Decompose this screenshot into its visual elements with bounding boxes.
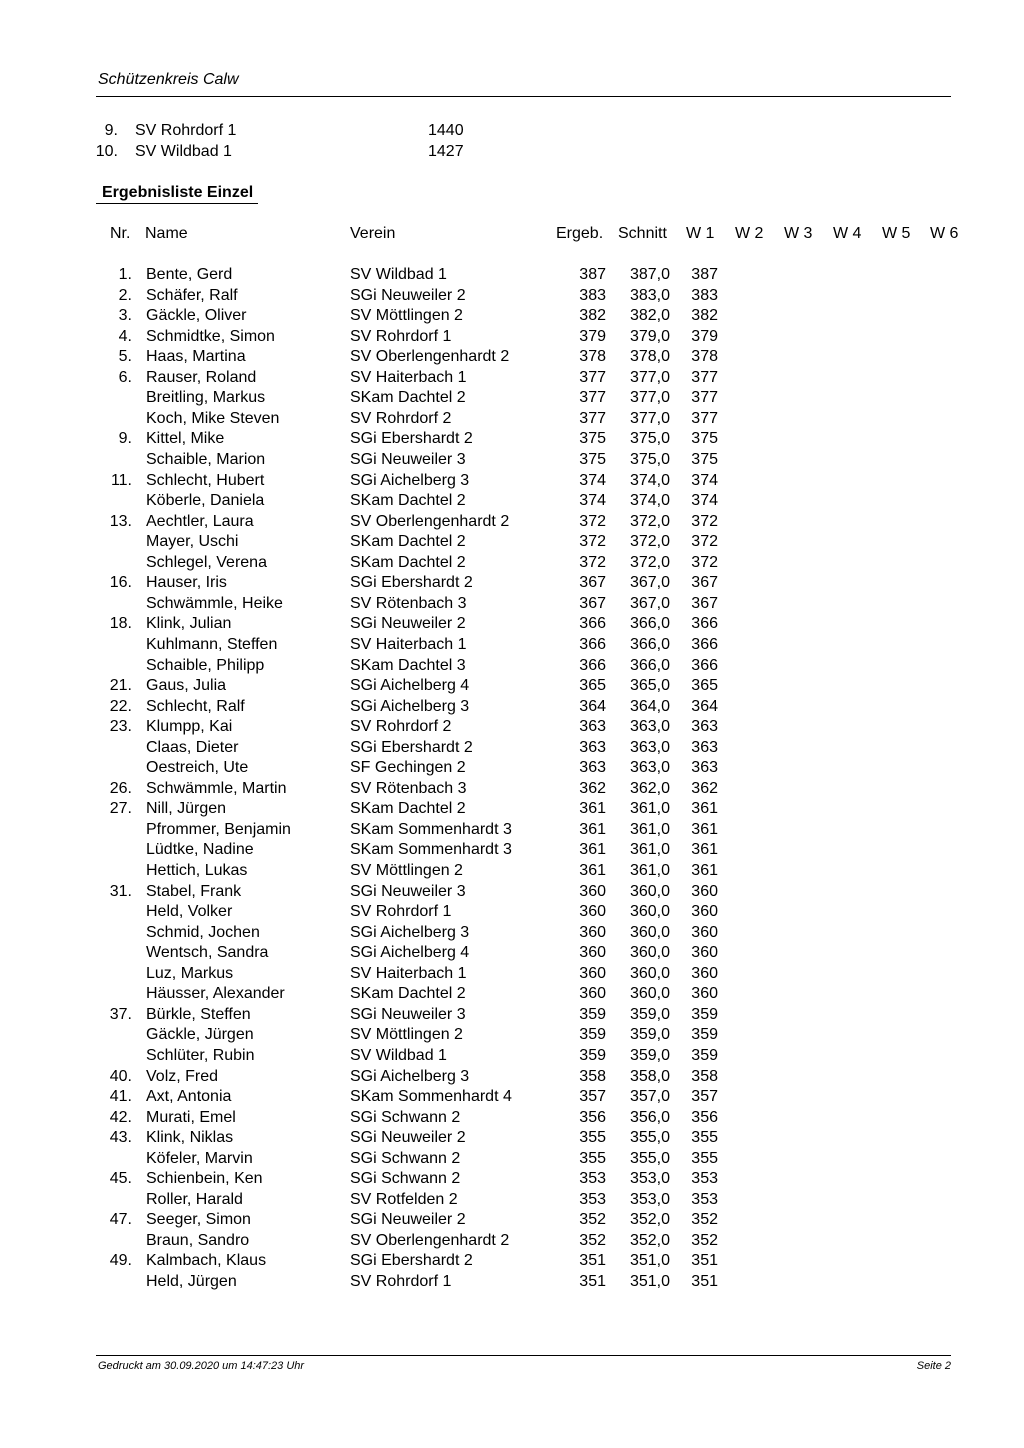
col-header-w4: W 4 (833, 225, 862, 242)
col-header-w1: W 1 (686, 225, 715, 242)
cell-result: 361 (579, 862, 606, 879)
cell-club: SKam Dachtel 2 (350, 533, 466, 551)
cell-w1: 383 (691, 286, 718, 304)
cell-club: SGi Neuweiler 2 (350, 1211, 466, 1229)
cell-result: 359 (579, 1046, 606, 1064)
cell-w1: 361 (691, 820, 718, 838)
cell-average: 378,0 (629, 348, 670, 366)
cell-result: 359 (579, 1026, 606, 1044)
cell-result: 375 (579, 430, 606, 448)
cell-average: 361,0 (629, 820, 670, 838)
cell-average: 359,0 (629, 1026, 670, 1044)
cell-name: Gaus, Julia (146, 677, 227, 694)
cell-rank: 9. (118, 430, 132, 448)
cell-w1: 355 (691, 1129, 718, 1147)
cell-w1: 360 (691, 985, 718, 1003)
cell-name: Mayer, Uschi (146, 533, 239, 551)
cell-name: Schaible, Philipp (146, 656, 265, 674)
cell-average: 361,0 (629, 862, 670, 879)
cell-average: 359,0 (629, 1005, 670, 1023)
col-header-w6: W 6 (930, 225, 959, 242)
cell-name: Seeger, Simon (146, 1211, 251, 1229)
cell-name: Claas, Dieter (146, 738, 239, 756)
cell-result: 361 (579, 841, 606, 859)
cell-club: SV Oberlengenhardt 2 (350, 1231, 510, 1249)
cell-average: 382,0 (629, 307, 670, 325)
cell-rank: 3. (118, 307, 132, 325)
cell-w1: 359 (691, 1026, 718, 1044)
cell-w1: 382 (691, 307, 718, 325)
cell-rank: 45. (109, 1170, 132, 1188)
col-header-w5: W 5 (882, 225, 911, 242)
cell-club: SGi Neuweiler 2 (350, 286, 466, 304)
cell-average: 360,0 (629, 923, 670, 941)
cell-average: 366,0 (629, 635, 670, 653)
cell-w1: 387 (691, 266, 718, 283)
cell-w1: 360 (691, 923, 718, 941)
cell-club: SGi Aichelberg 3 (350, 923, 470, 941)
cell-name: Schienbein, Ken (146, 1170, 263, 1188)
cell-result: 374 (579, 471, 606, 489)
cell-club: SV Rohrdorf 1 (350, 327, 452, 345)
cell-w1: 353 (691, 1170, 718, 1188)
cell-average: 352,0 (629, 1231, 670, 1249)
cell-rank: 11. (110, 471, 132, 489)
cell-club: SV Rohrdorf 2 (350, 409, 452, 427)
cell-average: 353,0 (629, 1190, 670, 1208)
cell-result: 360 (579, 964, 606, 982)
cell-name: Murati, Emel (146, 1108, 236, 1126)
col-header-verein: Verein (350, 225, 396, 242)
cell-club: SV Rohrdorf 1 (350, 903, 452, 921)
cell-average: 351,0 (629, 1273, 670, 1290)
cell-w1: 363 (691, 738, 718, 756)
cell-w1: 366 (691, 656, 718, 674)
cell-average: 372,0 (629, 553, 670, 571)
cell-name: Koch, Mike Steven (146, 409, 280, 427)
cell-result: 383 (579, 286, 606, 304)
cell-name: Kuhlmann, Steffen (146, 635, 278, 653)
cell-club: SGi Schwann 2 (350, 1108, 461, 1126)
cell-name: Schlegel, Verena (146, 553, 267, 571)
cell-club: SV Rotfelden 2 (350, 1190, 458, 1208)
cell-average: 360,0 (629, 944, 670, 962)
cell-w1: 363 (691, 718, 718, 736)
col-header-name: Name (145, 225, 188, 242)
cell-name: Klink, Niklas (146, 1129, 234, 1147)
header-divider (96, 96, 951, 97)
cell-club: SV Rötenbach 3 (350, 779, 467, 797)
cell-w1: 367 (691, 574, 718, 592)
cell-result: 378 (579, 348, 606, 366)
cell-name: Schlecht, Ralf (146, 697, 245, 715)
cell-result: 352 (579, 1211, 606, 1229)
cell-name: Held, Jürgen (146, 1273, 237, 1290)
cell-average: 353,0 (629, 1170, 670, 1188)
cell-club: SV Wildbad 1 (350, 1046, 447, 1064)
cell-name: Bente, Gerd (146, 266, 233, 283)
cell-w1: 351 (691, 1273, 718, 1290)
cell-w1: 359 (691, 1005, 718, 1023)
cell-result: 356 (579, 1108, 606, 1126)
cell-w1: 361 (691, 800, 718, 818)
cell-average: 377,0 (629, 389, 670, 407)
cell-name: Kalmbach, Klaus (146, 1252, 267, 1270)
cell-w1: 352 (691, 1211, 718, 1229)
cell-average: 367,0 (629, 574, 670, 592)
cell-result: 360 (579, 985, 606, 1003)
cell-w1: 366 (691, 615, 718, 633)
cell-name: Aechtler, Laura (146, 512, 254, 530)
footer-divider (96, 1355, 951, 1356)
team-score: 1440 (428, 122, 464, 139)
cell-result: 366 (579, 635, 606, 653)
cell-result: 351 (579, 1252, 606, 1270)
cell-rank: 4. (118, 327, 132, 345)
cell-w1: 377 (691, 409, 718, 427)
cell-name: Bürkle, Steffen (146, 1005, 251, 1023)
cell-club: SGi Schwann 2 (350, 1170, 461, 1188)
team-name: SV Wildbad 1 (135, 143, 232, 160)
cell-name: Oestreich, Ute (146, 759, 249, 777)
cell-average: 379,0 (629, 327, 670, 345)
cell-rank: 37. (109, 1005, 132, 1023)
cell-average: 360,0 (629, 964, 670, 982)
cell-club: SKam Dachtel 2 (350, 800, 466, 818)
cell-w1: 356 (691, 1108, 718, 1126)
cell-rank: 47. (109, 1211, 132, 1229)
cell-club: SKam Dachtel 2 (350, 389, 466, 407)
cell-average: 366,0 (629, 615, 670, 633)
cell-club: SV Wildbad 1 (350, 266, 447, 283)
cell-name: Luz, Markus (146, 964, 234, 982)
cell-average: 357,0 (629, 1088, 670, 1105)
cell-average: 375,0 (629, 430, 670, 448)
cell-w1: 372 (691, 553, 718, 571)
cell-club: SKam Dachtel 2 (350, 553, 466, 571)
cell-w1: 360 (691, 903, 718, 921)
cell-w1: 363 (691, 759, 718, 777)
cell-club: SV Möttlingen 2 (350, 862, 463, 879)
cell-name: Gäckle, Oliver (146, 307, 247, 325)
cell-w1: 361 (691, 862, 718, 879)
cell-name: Schwämmle, Heike (146, 594, 283, 612)
cell-result: 353 (579, 1190, 606, 1208)
cell-average: 375,0 (629, 451, 670, 468)
cell-name: Hettich, Lukas (146, 862, 248, 879)
cell-result: 379 (579, 327, 606, 345)
print-timestamp: Gedruckt am 30.09.2020 um 14:47:23 Uhr (98, 1360, 305, 1372)
cell-club: SGi Schwann 2 (350, 1149, 461, 1167)
cell-rank: 22. (109, 697, 132, 715)
cell-w1: 360 (691, 944, 718, 962)
cell-rank: 31. (109, 882, 132, 900)
cell-name: Haas, Martina (146, 348, 246, 366)
cell-average: 355,0 (629, 1149, 670, 1167)
cell-name: Klumpp, Kai (146, 718, 233, 736)
cell-w1: 375 (691, 451, 718, 468)
cell-average: 355,0 (629, 1129, 670, 1147)
cell-rank: 6. (118, 368, 132, 386)
team-rank: 10. (95, 143, 118, 160)
cell-result: 360 (579, 944, 606, 962)
cell-result: 374 (579, 492, 606, 510)
cell-name: Schmidtke, Simon (146, 327, 275, 345)
cell-rank: 23. (109, 718, 132, 736)
cell-average: 377,0 (629, 409, 670, 427)
cell-club: SV Haiterbach 1 (350, 635, 467, 653)
cell-result: 367 (579, 594, 606, 612)
cell-rank: 43. (109, 1129, 132, 1147)
cell-w1: 366 (691, 635, 718, 653)
cell-average: 367,0 (629, 594, 670, 612)
cell-name: Schaible, Marion (146, 451, 266, 468)
cell-average: 363,0 (629, 738, 670, 756)
cell-club: SV Möttlingen 2 (350, 1026, 463, 1044)
cell-result: 366 (579, 656, 606, 674)
cell-result: 359 (579, 1005, 606, 1023)
cell-result: 361 (579, 800, 606, 818)
cell-rank: 2. (118, 286, 132, 304)
cell-result: 372 (579, 512, 606, 530)
cell-w1: 374 (691, 471, 718, 489)
cell-name: Klink, Julian (146, 615, 232, 633)
cell-w1: 352 (691, 1231, 718, 1249)
cell-result: 352 (579, 1231, 606, 1249)
cell-club: SGi Ebershardt 2 (350, 430, 473, 448)
cell-name: Rauser, Roland (146, 368, 257, 386)
cell-club: SKam Dachtel 2 (350, 492, 466, 510)
cell-rank: 13. (109, 512, 132, 530)
cell-rank: 40. (109, 1067, 132, 1085)
cell-average: 358,0 (629, 1067, 670, 1085)
col-header-schnitt: Schnitt (618, 225, 667, 242)
cell-rank: 49. (109, 1252, 132, 1270)
cell-average: 374,0 (629, 492, 670, 510)
cell-name: Axt, Antonia (146, 1088, 232, 1105)
cell-result: 358 (579, 1067, 606, 1085)
cell-w1: 360 (691, 882, 718, 900)
cell-average: 377,0 (629, 368, 670, 386)
cell-club: SGi Neuweiler 3 (350, 451, 466, 468)
cell-club: SV Haiterbach 1 (350, 964, 467, 982)
cell-average: 361,0 (629, 841, 670, 859)
cell-w1: 357 (691, 1088, 718, 1105)
cell-result: 353 (579, 1170, 606, 1188)
cell-rank: 5. (118, 348, 132, 366)
team-name: SV Rohrdorf 1 (135, 122, 237, 139)
cell-result: 355 (579, 1149, 606, 1167)
cell-average: 363,0 (629, 718, 670, 736)
cell-result: 377 (579, 389, 606, 407)
cell-club: SV Oberlengenhardt 2 (350, 348, 510, 366)
cell-rank: 27. (109, 800, 132, 818)
cell-name: Kittel, Mike (146, 430, 225, 448)
team-rank: 9. (104, 122, 118, 139)
cell-average: 372,0 (629, 512, 670, 530)
cell-w1: 375 (691, 430, 718, 448)
cell-result: 360 (579, 923, 606, 941)
cell-w1: 372 (691, 512, 718, 530)
cell-w1: 367 (691, 594, 718, 612)
cell-rank: 42. (109, 1108, 132, 1126)
cell-result: 377 (579, 368, 606, 386)
cell-w1: 374 (691, 492, 718, 510)
cell-average: 372,0 (629, 533, 670, 551)
cell-name: Häusser, Alexander (146, 985, 285, 1003)
cell-club: SV Rohrdorf 2 (350, 718, 452, 736)
cell-rank: 1. (118, 266, 132, 283)
cell-name: Wentsch, Sandra (146, 944, 269, 962)
page-number: Seite 2 (916, 1360, 951, 1372)
cell-result: 351 (579, 1273, 606, 1290)
cell-result: 366 (579, 615, 606, 633)
cell-w1: 355 (691, 1149, 718, 1167)
cell-result: 363 (579, 718, 606, 736)
cell-rank: 21. (109, 677, 132, 694)
cell-club: SGi Neuweiler 3 (350, 1005, 466, 1023)
team-score: 1427 (428, 143, 464, 160)
cell-club: SGi Ebershardt 2 (350, 738, 473, 756)
cell-rank: 18. (109, 615, 132, 633)
cell-club: SKam Dachtel 3 (350, 656, 466, 674)
cell-name: Hauser, Iris (146, 574, 227, 592)
cell-w1: 377 (691, 389, 718, 407)
cell-average: 364,0 (629, 697, 670, 715)
cell-w1: 358 (691, 1067, 718, 1085)
cell-club: SV Oberlengenhardt 2 (350, 512, 510, 530)
cell-name: Schäfer, Ralf (146, 286, 238, 304)
cell-result: 360 (579, 903, 606, 921)
cell-club: SGi Aichelberg 3 (350, 697, 470, 715)
col-header-ergeb: Ergeb. (556, 225, 604, 242)
cell-average: 360,0 (629, 903, 670, 921)
cell-club: SGi Aichelberg 4 (350, 944, 470, 962)
cell-result: 355 (579, 1129, 606, 1147)
cell-name: Schmid, Jochen (146, 923, 260, 941)
cell-name: Roller, Harald (146, 1190, 243, 1208)
cell-club: SGi Neuweiler 3 (350, 882, 466, 900)
cell-result: 362 (579, 779, 606, 797)
col-header-w3: W 3 (784, 225, 813, 242)
cell-w1: 351 (691, 1252, 718, 1270)
cell-club: SGi Ebershardt 2 (350, 1252, 473, 1270)
cell-name: Braun, Sandro (146, 1231, 250, 1249)
cell-rank: 16. (109, 574, 132, 592)
cell-name: Lüdtke, Nadine (146, 841, 254, 859)
cell-average: 361,0 (629, 800, 670, 818)
cell-average: 360,0 (629, 882, 670, 900)
cell-average: 387,0 (629, 266, 670, 283)
cell-w1: 377 (691, 368, 718, 386)
cell-rank: 26. (109, 779, 132, 797)
cell-average: 366,0 (629, 656, 670, 674)
cell-name: Nill, Jürgen (146, 800, 227, 818)
cell-w1: 364 (691, 697, 718, 715)
cell-name: Volz, Fred (146, 1067, 219, 1085)
cell-name: Pfrommer, Benjamin (146, 820, 291, 838)
cell-w1: 353 (691, 1190, 718, 1208)
cell-result: 372 (579, 553, 606, 571)
cell-name: Schlüter, Rubin (146, 1046, 255, 1064)
cell-club: SKam Dachtel 2 (350, 985, 466, 1003)
cell-average: 365,0 (629, 677, 670, 694)
cell-club: SKam Sommenhardt 3 (350, 841, 512, 859)
cell-result: 365 (579, 677, 606, 694)
cell-average: 351,0 (629, 1252, 670, 1270)
cell-name: Köfeler, Marvin (146, 1149, 253, 1167)
cell-result: 375 (579, 451, 606, 468)
cell-result: 377 (579, 409, 606, 427)
cell-club: SF Gechingen 2 (350, 759, 466, 777)
cell-club: SV Haiterbach 1 (350, 368, 467, 386)
cell-average: 352,0 (629, 1211, 670, 1229)
cell-w1: 360 (691, 964, 718, 982)
cell-club: SV Rötenbach 3 (350, 594, 467, 612)
cell-name: Stabel, Frank (146, 882, 242, 900)
cell-result: 364 (579, 697, 606, 715)
cell-average: 383,0 (629, 286, 670, 304)
cell-w1: 365 (691, 677, 718, 694)
cell-club: SGi Aichelberg 4 (350, 677, 470, 694)
cell-name: Gäckle, Jürgen (146, 1026, 254, 1044)
cell-club: SGi Aichelberg 3 (350, 1067, 470, 1085)
cell-w1: 361 (691, 841, 718, 859)
col-header-w2: W 2 (735, 225, 764, 242)
cell-average: 374,0 (629, 471, 670, 489)
cell-w1: 379 (691, 327, 718, 345)
page-header-title: Schützenkreis Calw (98, 71, 239, 88)
cell-club: SV Rohrdorf 1 (350, 1273, 452, 1290)
cell-result: 363 (579, 759, 606, 777)
cell-result: 387 (579, 266, 606, 283)
cell-result: 382 (579, 307, 606, 325)
cell-club: SV Möttlingen 2 (350, 307, 463, 325)
cell-average: 356,0 (629, 1108, 670, 1126)
cell-w1: 378 (691, 348, 718, 366)
section-title: Ergebnisliste Einzel (102, 184, 254, 201)
cell-result: 357 (579, 1088, 606, 1105)
cell-w1: 372 (691, 533, 718, 551)
cell-result: 372 (579, 533, 606, 551)
cell-average: 360,0 (629, 985, 670, 1003)
cell-name: Breitling, Markus (146, 389, 266, 407)
cell-club: SGi Neuweiler 2 (350, 1129, 466, 1147)
cell-club: SGi Aichelberg 3 (350, 471, 470, 489)
cell-club: SKam Sommenhardt 3 (350, 820, 512, 838)
cell-average: 363,0 (629, 759, 670, 777)
cell-average: 359,0 (629, 1046, 670, 1064)
cell-club: SGi Ebershardt 2 (350, 574, 473, 592)
cell-name: Schlecht, Hubert (146, 471, 265, 489)
cell-average: 362,0 (629, 779, 670, 797)
cell-name: Köberle, Daniela (146, 492, 265, 510)
cell-result: 360 (579, 882, 606, 900)
cell-rank: 41. (109, 1088, 132, 1105)
col-header-nr: Nr. (110, 225, 131, 242)
cell-result: 367 (579, 574, 606, 592)
cell-name: Schwämmle, Martin (146, 779, 287, 797)
section-title-underline (96, 203, 258, 204)
cell-name: Held, Volker (146, 903, 233, 921)
cell-club: SGi Neuweiler 2 (350, 615, 466, 633)
cell-result: 361 (579, 820, 606, 838)
cell-result: 363 (579, 738, 606, 756)
cell-w1: 362 (691, 779, 718, 797)
cell-club: SKam Sommenhardt 4 (350, 1088, 512, 1105)
cell-w1: 359 (691, 1046, 718, 1064)
